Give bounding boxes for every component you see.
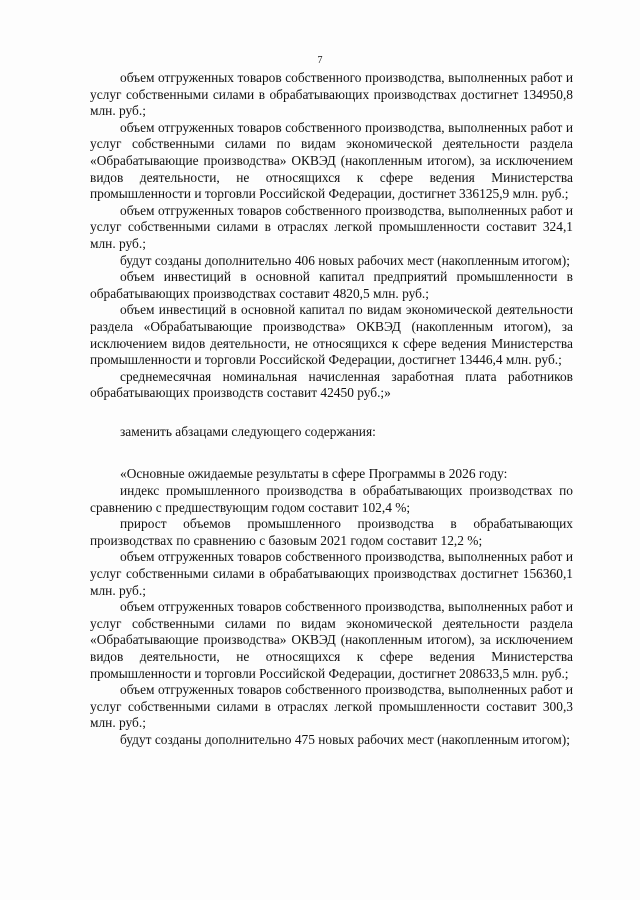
page-number: 7 [317, 55, 323, 66]
spacer [90, 440, 573, 466]
paragraph: индекс промышленного производства в обрабатывающих производствах по сравнению с предшествующим годом составит 102,4 %; [90, 483, 573, 515]
paragraph: прирост объемов промышленного производства в обрабатывающих производствах по сравнению с базовым 2021 годом составит 12,2 %; [90, 516, 573, 548]
paragraph: будут созданы дополнительно 475 новых рабочих мест (накопленным итогом); [120, 731, 570, 747]
paragraph: среднемесячная номинальная начисленная заработная плата работников обрабатывающих производств составит 42450 руб.;» [90, 368, 573, 401]
paragraph: объем отгруженных товаров собственного производства, выполненных работ и услуг собственными силами в отраслях легкой промышленности составит 300,3 млн. руб.; [90, 682, 573, 731]
paragraph: объем отгруженных товаров собственного производства, выполненных работ и услуг собственными силами в отраслях легкой промышленности составит 324,1 млн. руб.; [90, 202, 573, 251]
paragraph: объем отгруженных товаров собственного производства, выполненных работ и услуг собственными силами в обрабатывающих производствах достигнет 134950,8 млн. руб.; [90, 70, 573, 119]
paragraph: объем инвестиций в основной капитал предприятий промышленности в обрабатывающих производствах составит 4820,5 млн. руб.; [90, 269, 573, 301]
spacer [90, 402, 573, 424]
paragraph: объем отгруженных товаров собственного производства, выполненных работ и услуг собственными силами в обрабатывающих производствах достигнет 156360,1 млн. руб.; [90, 549, 573, 598]
section-intro: «Основные ожидаемые результаты в сфере Программы в 2026 году: [120, 466, 508, 482]
paragraph: объем отгруженных товаров собственного производства, выполненных работ и услуг собственными силами по видам экономической деятельности раздела «Обрабатывающие производства» ОКВЭД (накопленным итогом), за исключением видов деятельности, не относящихся к сфере ведения Министерства промышленности и торговли Российской Федерации, достигнет 336125,9 млн. руб.; [90, 119, 573, 202]
replace-instruction: заменить абзацами следующего содержания: [120, 423, 376, 439]
paragraph: объем отгруженных товаров собственного производства, выполненных работ и услуг собственными силами по видам экономической деятельности раздела «Обрабатывающие производства» ОКВЭД (накопленным итогом), за исключением видов деятельности, не относящихся к сфере ведения Министерства промышленности и торговли Российской Федерации, достигнет 208633,5 млн. руб.; [90, 599, 573, 681]
document-body [90, 70, 573, 749]
paragraph: объем инвестиций в основной капитал по видам экономической деятельности раздела «Обрабатывающие производства» ОКВЭД (накопленным итогом), за исключением видов деятельности, не относящихся к сфере ведения Министерства промышленности и торговли Российской Федерации, достигнет 13446,4 млн. руб.; [90, 302, 573, 368]
paragraph: будут созданы дополнительно 406 новых рабочих мест (накопленным итогом); [120, 252, 570, 268]
